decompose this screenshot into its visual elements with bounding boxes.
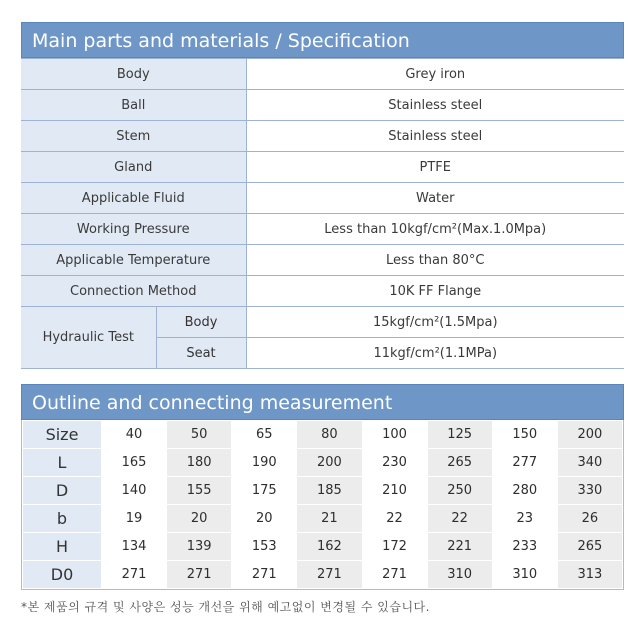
hydraulic-seat-value: 11kgf/cm²(1.1MPa)	[246, 338, 624, 369]
outline-cell: 265	[427, 449, 492, 477]
outline-cell: 23	[492, 505, 557, 533]
outline-cell: 165	[102, 449, 167, 477]
spec-label: Body	[21, 59, 246, 90]
outline-cell: 271	[232, 561, 297, 589]
outline-cell: 19	[102, 505, 167, 533]
outline-cell: 22	[427, 505, 492, 533]
spec-row-hydraulic-body	[21, 307, 624, 338]
outline-row	[23, 561, 623, 589]
spec-title: Main parts and materials / Specification	[21, 22, 624, 58]
outline-panel	[21, 384, 624, 590]
outline-cell: 185	[297, 477, 362, 505]
outline-cell: 65	[232, 421, 297, 449]
spec-value: Stainless steel	[246, 90, 624, 121]
outline-cell: 20	[167, 505, 232, 533]
spec-value: Water	[246, 183, 624, 214]
spec-value: PTFE	[246, 152, 624, 183]
outline-cell: 80	[297, 421, 362, 449]
outline-row	[23, 477, 623, 505]
spec-label: Connection Method	[21, 276, 246, 307]
outline-cell: 271	[297, 561, 362, 589]
outline-cell: 250	[427, 477, 492, 505]
outline-cell: 139	[167, 533, 232, 561]
outline-cell: 26	[557, 505, 622, 533]
outline-row	[23, 533, 623, 561]
spec-value: Less than 80°C	[246, 245, 624, 276]
spec-panel	[21, 22, 624, 369]
spec-label: Applicable Temperature	[21, 245, 246, 276]
spec-row	[21, 214, 624, 245]
spec-row	[21, 152, 624, 183]
footnote: *본 제품의 규격 및 사양은 성능 개선을 위해 예고없이 변경될 수 있습니다.	[21, 600, 430, 614]
outline-cell: 200	[557, 421, 622, 449]
outline-cell: 233	[492, 533, 557, 561]
spec-row	[21, 121, 624, 152]
hydraulic-seat-label: Seat	[156, 338, 246, 369]
spec-value: Grey iron	[246, 59, 624, 90]
outline-cell: 200	[297, 449, 362, 477]
spec-label: Ball	[21, 90, 246, 121]
outline-cell: 190	[232, 449, 297, 477]
outline-cell: 230	[362, 449, 427, 477]
spec-row	[21, 183, 624, 214]
spec-label: Gland	[21, 152, 246, 183]
hydraulic-body-label: Body	[156, 307, 246, 338]
outline-cell: 265	[557, 533, 622, 561]
outline-cell: 180	[167, 449, 232, 477]
spec-value: Stainless steel	[246, 121, 624, 152]
outline-cell: 150	[492, 421, 557, 449]
spec-table	[21, 58, 624, 369]
outline-cell: 153	[232, 533, 297, 561]
outline-cell: 21	[297, 505, 362, 533]
outline-cell: 210	[362, 477, 427, 505]
outline-cell: 50	[167, 421, 232, 449]
outline-cell: 172	[362, 533, 427, 561]
outline-row-label: H	[23, 533, 102, 561]
outline-title: Outline and connecting measurement	[21, 384, 624, 420]
outline-table-wrap	[21, 420, 624, 590]
outline-cell: 271	[362, 561, 427, 589]
outline-row	[23, 449, 623, 477]
spec-row	[21, 245, 624, 276]
outline-cell: 280	[492, 477, 557, 505]
hydraulic-body-value: 15kgf/cm²(1.5Mpa)	[246, 307, 624, 338]
spec-row	[21, 90, 624, 121]
outline-cell: 134	[102, 533, 167, 561]
outline-cell: 310	[427, 561, 492, 589]
outline-row-label: b	[23, 505, 102, 533]
outline-cell: 330	[557, 477, 622, 505]
outline-row-label: D	[23, 477, 102, 505]
spec-row	[21, 59, 624, 90]
outline-row-label: D0	[23, 561, 102, 589]
outline-cell: 162	[297, 533, 362, 561]
spec-label: Working Pressure	[21, 214, 246, 245]
spec-value: 10K FF Flange	[246, 276, 624, 307]
outline-row-label: L	[23, 449, 102, 477]
outline-cell: 22	[362, 505, 427, 533]
outline-cell: 313	[557, 561, 622, 589]
hydraulic-test-label: Hydraulic Test	[21, 307, 156, 369]
outline-cell: 155	[167, 477, 232, 505]
outline-table	[22, 420, 623, 589]
spec-value: Less than 10kgf/cm²(Max.1.0Mpa)	[246, 214, 624, 245]
outline-cell: 310	[492, 561, 557, 589]
outline-cell: 221	[427, 533, 492, 561]
outline-cell: 277	[492, 449, 557, 477]
outline-cell: 271	[102, 561, 167, 589]
outline-cell: 20	[232, 505, 297, 533]
outline-cell: 271	[167, 561, 232, 589]
outline-cell: 175	[232, 477, 297, 505]
outline-cell: 140	[102, 477, 167, 505]
outline-cell: 340	[557, 449, 622, 477]
outline-row	[23, 421, 623, 449]
spec-row	[21, 276, 624, 307]
outline-cell: 125	[427, 421, 492, 449]
spec-label: Applicable Fluid	[21, 183, 246, 214]
outline-cell: 40	[102, 421, 167, 449]
outline-row	[23, 505, 623, 533]
spec-label: Stem	[21, 121, 246, 152]
outline-row-label: Size	[23, 421, 102, 449]
outline-cell: 100	[362, 421, 427, 449]
